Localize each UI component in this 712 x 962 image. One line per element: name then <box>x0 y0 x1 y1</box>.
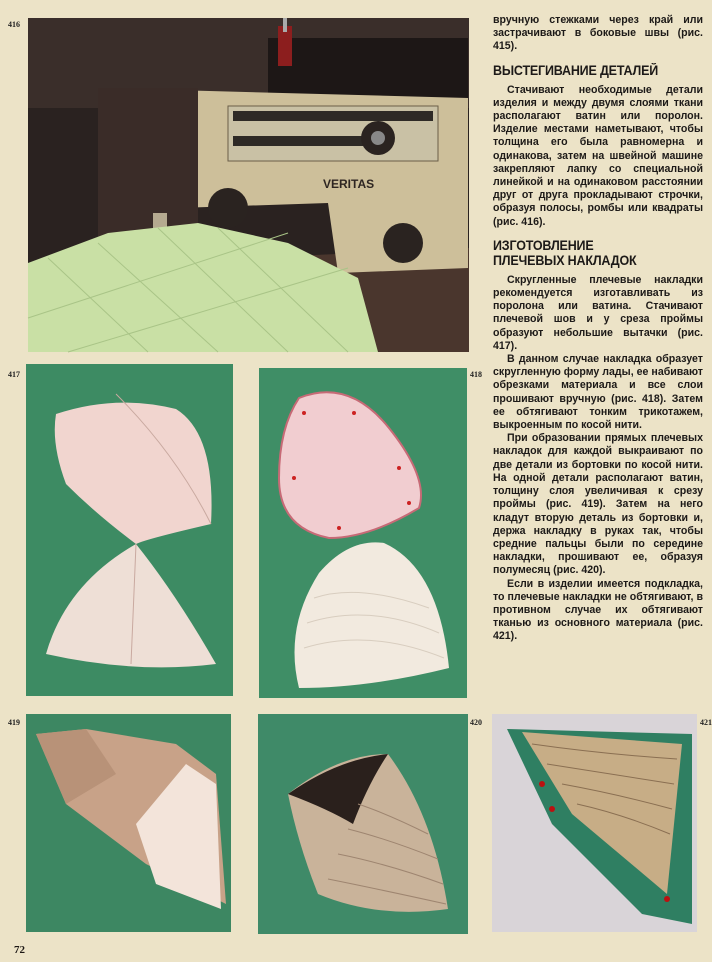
figure-number-417: 417 <box>8 370 20 379</box>
sewing-machine-photo <box>28 18 469 352</box>
quilting-paragraph: Стачивают необходимые детали изделия и между двумя слоями ткани располагают ватин или поролон. Изделие местами наметывают, чтобы толщина его была равномерна и одинакова, затем на швейной машине закрепляют лапку со специальной линейкой и на одинаковом расстоянии друг от друга прокладывают строчки, образуя полосы, ромбы или квадраты (рис. 416). <box>493 83 703 228</box>
figure-number-420: 420 <box>470 718 482 727</box>
shoulder-pads-paragraph-3: При образовании прямых плечевых накладок для каждой выкраивают по две детали из бортовки по косой нити. На одной детали располагают ватин, толщину слоя увеличивая к срезу проймы (рис. 419). Затем на него кладут вторую деталь из бортовки и, держа накладку в руках так, чтобы средние пальцы были по середине накладки, прошивают ее, образуя полумесяц (рис. 420). <box>493 432 703 577</box>
text-column <box>493 14 703 644</box>
figure-number-416: 416 <box>8 20 20 29</box>
intro-paragraph: вручную стежками через край или застрачивают в боковые швы (рис. 415). <box>493 14 703 53</box>
shoulder-pads-paragraph-1: Скругленные плечевые накладки рекомендуется изготавливать из поролона или ватина. Стачивают плечевой шов и у среза проймы образуют небольшие вытачки (рис. 417). <box>493 273 703 352</box>
figure-number-421: 421 <box>700 718 712 727</box>
figure-number-418: 418 <box>470 370 482 379</box>
shoulder-pads-paragraph-4: Если в изделии имеется подкладка, то плечевые накладки не обтягивают, в противном случае их обтягивают тканью из основного материала (рис. 421). <box>493 577 703 643</box>
page-number: 72 <box>14 944 25 956</box>
brand-label: VERITAS <box>323 177 375 191</box>
pinned-pad-photo <box>259 368 467 698</box>
covered-pad-photo <box>492 714 697 932</box>
figure-number-419: 419 <box>8 718 20 727</box>
section-title-shoulder-pads: ИЗГОТОВЛЕНИЕ ПЛЕЧЕВЫХ НАКЛАДОК <box>493 237 637 268</box>
shoulder-pads-paragraph-2: В данном случае накладка образует скругленную форму лады, ее набивают обрезками материала и все слои прошивают вручную (рис. 418). Затем ее обтягивают тонким трикотажем, выкроенным по косой нити. <box>493 353 703 432</box>
section-title-quilting: ВЫСТЕГИВАНИЕ ДЕТАЛЕЙ <box>493 62 659 78</box>
crescent-pad-photo <box>258 714 468 934</box>
straight-pad-layers-photo <box>26 714 231 932</box>
rounded-pads-photo <box>26 364 233 696</box>
